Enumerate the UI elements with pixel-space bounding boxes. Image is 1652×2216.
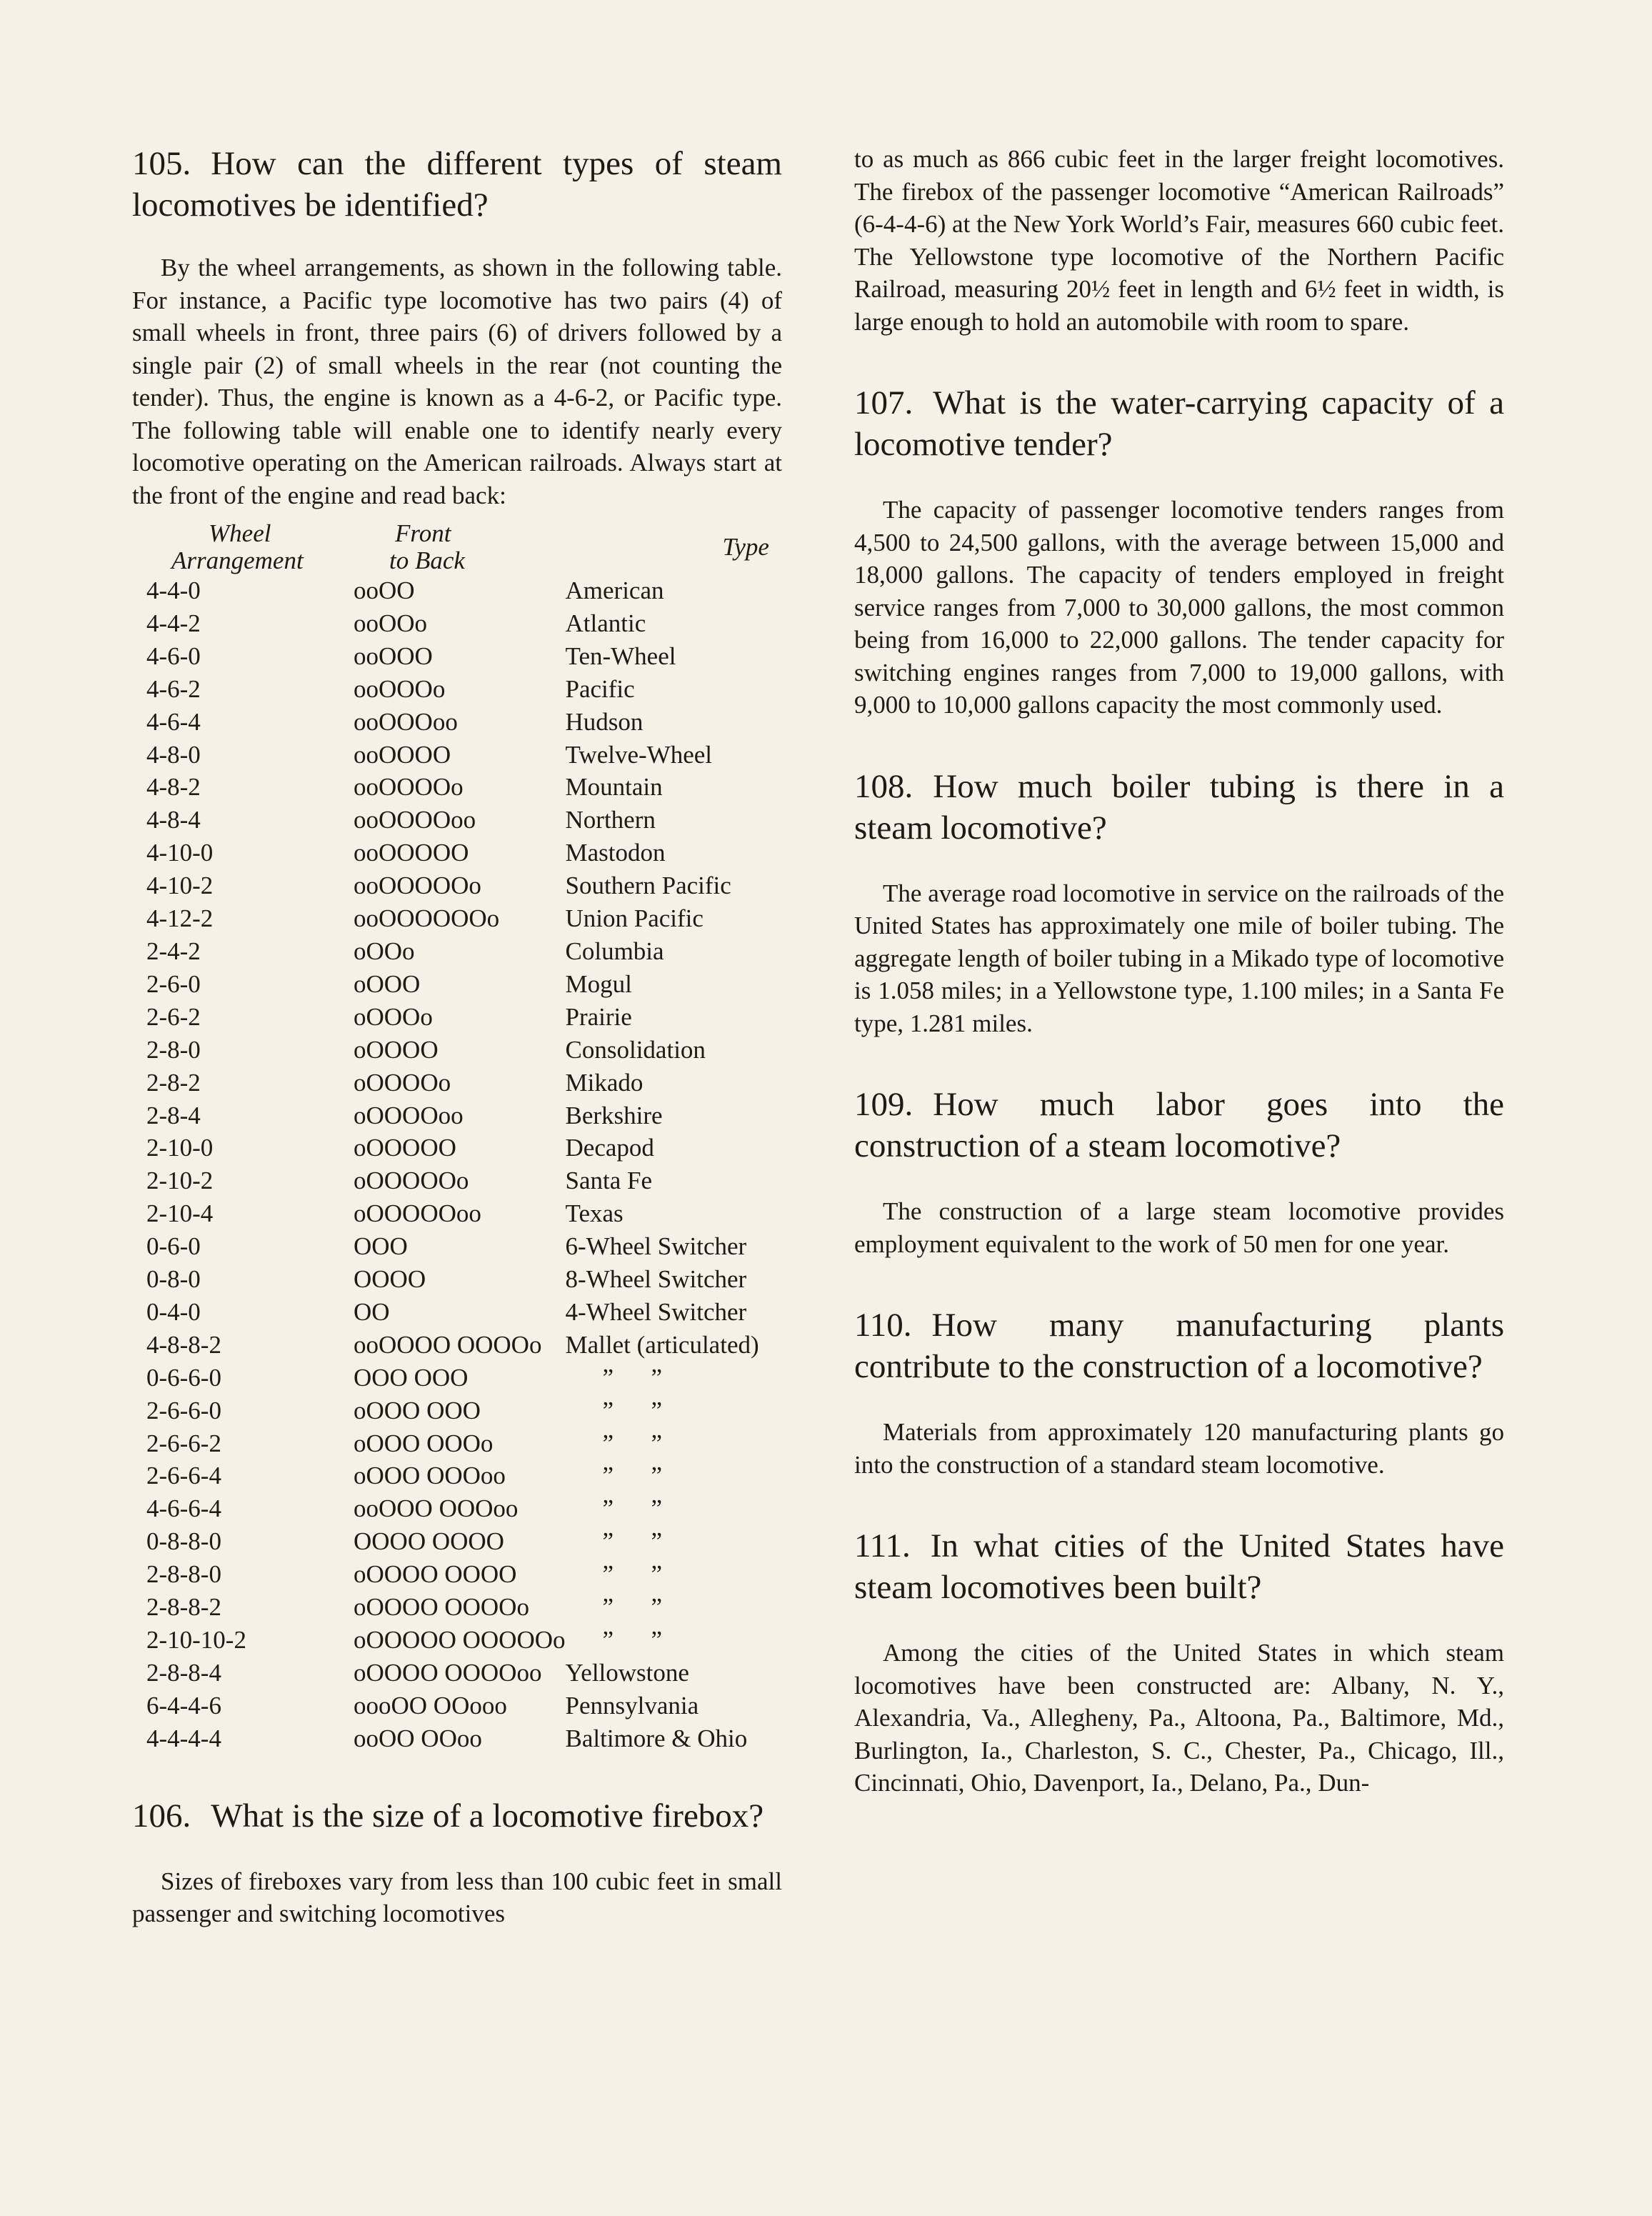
front-to-back-cell: ooOOOo bbox=[354, 674, 446, 703]
wheel-arrangement-cell: 2-10-4 bbox=[146, 1199, 214, 1228]
type-cell: Union Pacific bbox=[565, 904, 704, 933]
wheel-arrangement-cell: 4-6-6-4 bbox=[146, 1494, 221, 1523]
answer-text: Materials from approximately 120 manufacturing plants go into the construction of a standard steam locomotive. bbox=[854, 1418, 1504, 1479]
table-row bbox=[132, 1492, 782, 1525]
wheel-arrangement-cell: 4-4-4-4 bbox=[146, 1724, 221, 1752]
table-header-row bbox=[132, 520, 782, 574]
front-to-back-cell: ooOOOOOo bbox=[354, 872, 481, 900]
type-cell: American bbox=[565, 577, 664, 604]
wheel-arrangement-cell: 2-10-2 bbox=[146, 1167, 214, 1195]
type-cell: Hudson bbox=[565, 707, 644, 736]
type-cell: Ten-Wheel bbox=[565, 642, 676, 670]
question-106 bbox=[132, 1795, 782, 1930]
front-to-back-cell: oOOOOOoo bbox=[354, 1199, 481, 1228]
table-row bbox=[132, 968, 782, 1001]
table-row bbox=[132, 1362, 782, 1394]
wheel-arrangement-cell: 2-8-8-4 bbox=[146, 1658, 221, 1687]
question-107-heading bbox=[854, 382, 1504, 465]
front-to-back-cell: OOOO bbox=[354, 1265, 426, 1294]
answer-text: Among the cities of the United States in which steam locomotives have been constructed are: Albany, N. Y., Alexandria, Va., Allegheny, Pa., Altoona, Pa., Baltimore, Md., Burlington, Ia., Charleston, S. C., Chester, Pa., Chicago, Ill., Cincinnati, Ohio, Davenport, Ia., Delano, Pa., Dun- bbox=[854, 1639, 1504, 1797]
wheel-arrangement-cell: 0-6-0 bbox=[146, 1232, 201, 1261]
wheel-arrangement-table bbox=[132, 520, 782, 1755]
wheel-arrangement-cell: 2-4-2 bbox=[146, 937, 201, 965]
front-to-back-cell: OO bbox=[354, 1297, 390, 1326]
question-111-heading bbox=[854, 1525, 1504, 1608]
question-title: How can the different types of steam locomotives be identified? bbox=[132, 145, 782, 224]
question-number: 108. bbox=[854, 767, 913, 805]
left-column bbox=[132, 143, 782, 1975]
wheel-arrangement-cell: 0-4-0 bbox=[146, 1297, 201, 1326]
answer-text: Sizes of fireboxes vary from less than 100 cubic feet in small passenger and switching locomotives bbox=[132, 1867, 782, 1928]
question-110-heading bbox=[854, 1304, 1504, 1387]
wheel-arrangement-cell: 2-8-8-0 bbox=[146, 1560, 221, 1589]
type-cell: Pennsylvania bbox=[565, 1691, 699, 1720]
question-110 bbox=[854, 1304, 1504, 1481]
table-row bbox=[132, 1067, 782, 1099]
wheel-arrangement-cell: 0-6-6-0 bbox=[146, 1363, 221, 1392]
question-title: How much boiler tubing is there in a steam locomotive? bbox=[854, 767, 1504, 847]
type-cell: Twelve-Wheel bbox=[565, 740, 713, 769]
front-to-back-cell: ooOOOO bbox=[354, 740, 451, 769]
wheel-arrangement-cell: 4-6-4 bbox=[146, 707, 201, 736]
answer-text: The capacity of passenger locomotive tenders ranges from 4,500 to 24,500 gallons, with the average between 15,000 and 18,000 gallons. The capacity of tenders employed in freight service ranges from 7,000 to 30,000 gallons, the most common being from 16,000 to 22,000 gallons. The tender capacity for switching engines ranges from 7,000 to 19,000 gallons, with 9,000 to 10,000 gallons capacity the most commonly used. bbox=[854, 496, 1504, 719]
front-to-back-cell: ooOO OOoo bbox=[354, 1724, 482, 1752]
front-to-back-cell: ooOOOoo bbox=[354, 707, 458, 736]
front-to-back-cell: oOOO OOO bbox=[354, 1396, 481, 1424]
answer-text: The construction of a large steam locomotive provides employment equivalent to the work of 50 men for one year. bbox=[854, 1197, 1504, 1258]
type-cell: ” ” bbox=[602, 1429, 663, 1457]
type-cell: Northern bbox=[565, 806, 656, 834]
question-108-heading bbox=[854, 766, 1504, 849]
wheel-arrangement-cell: 4-8-8-2 bbox=[146, 1330, 221, 1359]
type-cell: Columbia bbox=[565, 937, 664, 965]
type-cell: ” ” bbox=[602, 1363, 663, 1392]
type-cell: Mastodon bbox=[565, 839, 666, 867]
question-107 bbox=[854, 382, 1504, 722]
wheel-arrangement-cell: 4-6-0 bbox=[146, 642, 201, 670]
wheel-arrangement-cell: 4-6-2 bbox=[146, 674, 201, 703]
type-cell: ” ” bbox=[602, 1396, 663, 1424]
type-cell: ” ” bbox=[602, 1462, 663, 1490]
type-cell: Pacific bbox=[565, 674, 635, 703]
wheel-arrangement-cell: 2-8-8-2 bbox=[146, 1593, 221, 1622]
wheel-arrangement-cell: 2-10-10-2 bbox=[146, 1626, 246, 1654]
question-109 bbox=[854, 1084, 1504, 1260]
wheel-arrangement-cell: 2-10-0 bbox=[146, 1134, 214, 1162]
table-row bbox=[132, 1427, 782, 1460]
question-title: How many manufacturing plants contribute to the construction of a locomotive? bbox=[854, 1307, 1504, 1385]
front-to-back-cell: oOOOo bbox=[354, 1002, 433, 1031]
table-row bbox=[132, 1001, 782, 1034]
front-to-back-cell: ooOO bbox=[354, 577, 415, 604]
front-to-back-cell: oOOOO OOOOoo bbox=[354, 1658, 542, 1687]
wheel-arrangement-cell: 4-8-4 bbox=[146, 806, 201, 834]
wheel-arrangement-cell: 2-8-2 bbox=[146, 1068, 201, 1097]
table-row bbox=[132, 1459, 782, 1492]
header-line: to Back bbox=[389, 546, 465, 574]
question-number: 105. bbox=[132, 145, 191, 182]
question-number: 109. bbox=[854, 1086, 913, 1123]
type-cell: Texas bbox=[565, 1199, 624, 1228]
type-cell: Santa Fe bbox=[565, 1167, 653, 1195]
front-to-back-cell: oOOOOO OOOOOo bbox=[354, 1626, 566, 1654]
question-number: 106. bbox=[132, 1797, 191, 1835]
table-body bbox=[132, 574, 782, 1755]
type-cell: Prairie bbox=[565, 1002, 632, 1031]
front-to-back-cell: ooOOO OOOoo bbox=[354, 1494, 519, 1523]
front-to-back-cell: ooOOOOO bbox=[354, 839, 469, 867]
table-row bbox=[132, 837, 782, 869]
table-row bbox=[132, 1394, 782, 1427]
wheel-arrangement-cell: 2-6-6-2 bbox=[146, 1429, 221, 1457]
front-to-back-cell: ooOOOO OOOOo bbox=[354, 1330, 542, 1359]
header-line: Wheel bbox=[209, 519, 271, 547]
answer-text-continued: to as much as 866 cubic feet in the larger freight locomotives. The firebox of the passenger locomotive “American Railroads” (6-4-4-6) at the New York World’s Fair, measures 660 cubic feet. The Yellowstone type locomotive of the Northern Pacific Railroad, measuring 20½ feet in length and 6½ feet in width, is large enough to hold an automobile with room to spare. bbox=[854, 145, 1504, 336]
wheel-arrangement-cell: 2-8-4 bbox=[146, 1101, 201, 1129]
wheel-arrangement-cell: 2-6-0 bbox=[146, 969, 201, 998]
wheel-arrangement-cell: 4-12-2 bbox=[146, 904, 214, 933]
header-line: Front bbox=[395, 519, 451, 547]
front-to-back-cell: OOO bbox=[354, 1232, 408, 1261]
table-row bbox=[132, 1099, 782, 1132]
front-to-back-cell: oOOOO OOOO bbox=[354, 1560, 517, 1589]
table-row bbox=[132, 640, 782, 673]
question-title: In what cities of the United States have steam locomotives been built? bbox=[854, 1527, 1504, 1606]
question-106-continued bbox=[854, 143, 1504, 338]
table-row bbox=[132, 1690, 782, 1722]
type-cell: ” ” bbox=[602, 1560, 663, 1589]
wheel-arrangement-cell: 4-8-0 bbox=[146, 740, 201, 769]
type-cell: Yellowstone bbox=[565, 1658, 689, 1687]
front-to-back-cell: oOOOOOo bbox=[354, 1167, 469, 1195]
type-cell: Consolidation bbox=[565, 1035, 706, 1064]
column-header-front-to-back bbox=[354, 520, 566, 574]
wheel-arrangement-cell: 2-6-6-0 bbox=[146, 1396, 221, 1424]
table-row bbox=[132, 804, 782, 837]
type-cell: 4-Wheel Switcher bbox=[565, 1297, 747, 1326]
front-to-back-cell: oooOO OOooo bbox=[354, 1691, 507, 1720]
right-column bbox=[854, 143, 1504, 1844]
type-cell: Berkshire bbox=[565, 1101, 663, 1129]
type-cell: 8-Wheel Switcher bbox=[565, 1265, 747, 1294]
table-row bbox=[132, 1230, 782, 1263]
type-cell: ” ” bbox=[602, 1527, 663, 1556]
header-line: Arrangement bbox=[171, 546, 304, 574]
column-header-type bbox=[566, 520, 782, 574]
table-row bbox=[132, 1722, 782, 1755]
type-cell: ” ” bbox=[602, 1494, 663, 1523]
table-row bbox=[132, 574, 782, 607]
question-number: 111. bbox=[854, 1527, 911, 1564]
front-to-back-cell: ooOOOOOOo bbox=[354, 904, 500, 933]
type-cell: Baltimore & Ohio bbox=[565, 1724, 748, 1752]
table-row bbox=[132, 1657, 782, 1690]
front-to-back-cell: oOOO OOOo bbox=[354, 1429, 494, 1457]
wheel-arrangement-cell: 4-4-2 bbox=[146, 609, 201, 637]
front-to-back-cell: oOOOOo bbox=[354, 1068, 451, 1097]
question-109-heading bbox=[854, 1084, 1504, 1167]
table-row bbox=[132, 902, 782, 935]
table-row bbox=[132, 771, 782, 804]
type-cell: Mallet (articulated) bbox=[565, 1330, 759, 1359]
table-row bbox=[132, 1263, 782, 1296]
front-to-back-cell: oOOOO OOOOo bbox=[354, 1593, 529, 1622]
type-cell: Mountain bbox=[565, 773, 663, 802]
front-to-back-cell: oOOOOoo bbox=[354, 1101, 464, 1129]
front-to-back-cell: oOOOO bbox=[354, 1035, 439, 1064]
answer-text: The average road locomotive in service on the railroads of the United States has approximately one mile of boiler tubing. The aggregate length of boiler tubing in a Mikado type of locomotive is 1.058 miles; in a Yellowstone type, 1.100 miles; in a Santa Fe type, 1.281 miles. bbox=[854, 879, 1504, 1037]
table-row bbox=[132, 869, 782, 902]
type-cell: ” ” bbox=[602, 1626, 663, 1654]
table-row bbox=[132, 1591, 782, 1624]
question-title: How much labor goes into the construction of a steam locomotive? bbox=[854, 1086, 1504, 1164]
front-to-back-cell: ooOOo bbox=[354, 609, 428, 637]
question-number: 110. bbox=[854, 1307, 912, 1344]
table-row bbox=[132, 706, 782, 739]
question-105-heading bbox=[132, 143, 782, 226]
front-to-back-cell: ooOOO bbox=[354, 642, 433, 670]
table-row bbox=[132, 1558, 782, 1591]
column-header-wheel-arrangement bbox=[132, 520, 354, 574]
type-cell: Mogul bbox=[565, 969, 632, 998]
type-cell: ” ” bbox=[602, 1593, 663, 1622]
table-row bbox=[132, 1296, 782, 1329]
wheel-arrangement-cell: 2-8-0 bbox=[146, 1035, 201, 1064]
table-row bbox=[132, 673, 782, 706]
question-108 bbox=[854, 766, 1504, 1040]
table-row bbox=[132, 1329, 782, 1362]
wheel-arrangement-cell: 4-10-0 bbox=[146, 839, 214, 867]
front-to-back-cell: OOO OOO bbox=[354, 1363, 469, 1392]
wheel-arrangement-cell: 4-10-2 bbox=[146, 872, 214, 900]
front-to-back-cell: oOOOOO bbox=[354, 1134, 456, 1162]
table-row bbox=[132, 1525, 782, 1558]
table-row bbox=[132, 1164, 782, 1197]
front-to-back-cell: oOOO bbox=[354, 969, 421, 998]
table-row bbox=[132, 1197, 782, 1230]
table-row bbox=[132, 1624, 782, 1657]
table-row bbox=[132, 607, 782, 640]
table-row bbox=[132, 935, 782, 968]
wheel-arrangement-cell: 0-8-0 bbox=[146, 1265, 201, 1294]
header-line: Type bbox=[722, 533, 769, 561]
wheel-arrangement-cell: 2-6-2 bbox=[146, 1002, 201, 1031]
question-106-heading bbox=[132, 1795, 782, 1837]
type-cell: Southern Pacific bbox=[565, 872, 731, 900]
wheel-arrangement-cell: 4-8-2 bbox=[146, 773, 201, 802]
type-cell: Decapod bbox=[565, 1134, 654, 1162]
question-title: What is the water-carrying capacity of a locomotive tender? bbox=[854, 384, 1504, 463]
type-cell: 6-Wheel Switcher bbox=[565, 1232, 747, 1261]
wheel-arrangement-cell: 4-4-0 bbox=[146, 577, 201, 604]
front-to-back-cell: oOOo bbox=[354, 937, 415, 965]
question-number: 107. bbox=[854, 384, 913, 421]
type-cell: Mikado bbox=[565, 1068, 644, 1097]
wheel-arrangement-cell: 2-6-6-4 bbox=[146, 1462, 221, 1490]
front-to-back-cell: OOOO OOOO bbox=[354, 1527, 504, 1556]
wheel-arrangement-cell: 6-4-4-6 bbox=[146, 1691, 221, 1720]
table-row bbox=[132, 739, 782, 772]
question-105 bbox=[132, 143, 782, 511]
table-row bbox=[132, 1034, 782, 1067]
question-111 bbox=[854, 1525, 1504, 1800]
table-row bbox=[132, 1132, 782, 1164]
front-to-back-cell: ooOOOOo bbox=[354, 773, 464, 802]
wheel-arrangement-cell: 0-8-8-0 bbox=[146, 1527, 221, 1556]
front-to-back-cell: ooOOOOoo bbox=[354, 806, 476, 834]
front-to-back-cell: oOOO OOOoo bbox=[354, 1462, 506, 1490]
type-cell: Atlantic bbox=[565, 609, 646, 637]
answer-text: By the wheel arrangements, as shown in the following table. For instance, a Pacific type locomotive has two pairs (4) of small wheels in front, three pairs (6) of drivers followed by a single pair (2) of small wheels in the rear (not counting the tender). Thus, the engine is known as a 4-6-2, or Pacific type. The following table will enable one to identify nearly every locomotive operating on the American railroads. Always start at the front of the engine and read back: bbox=[132, 254, 782, 509]
question-title: What is the size of a locomotive firebox? bbox=[211, 1797, 764, 1835]
